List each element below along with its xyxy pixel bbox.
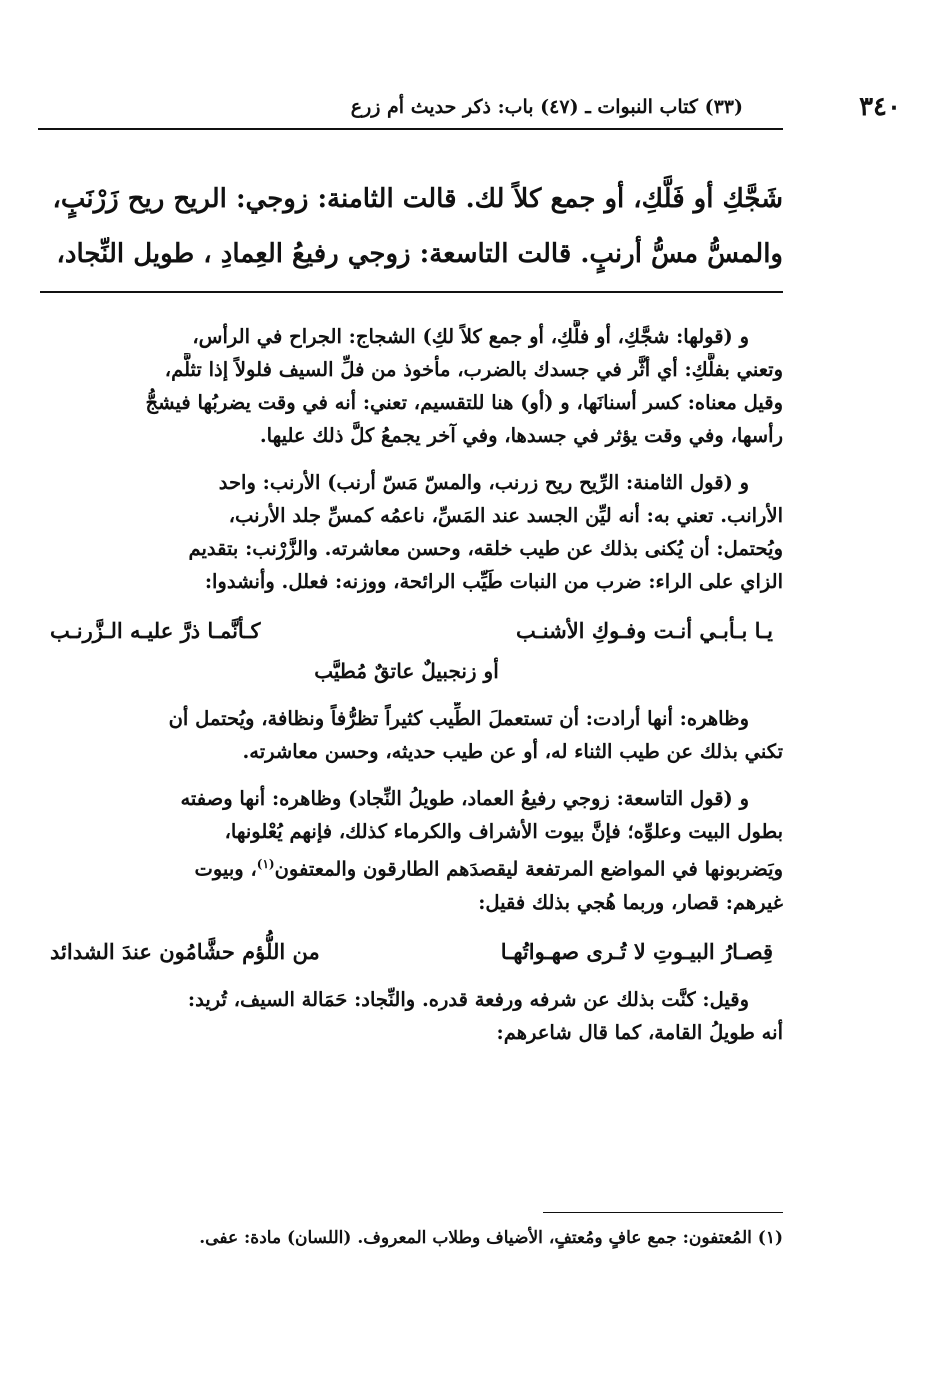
- footnote-divider: [543, 1212, 783, 1213]
- text-line: و (قولها: شجَّكِ، أو فلَّكِ، أو جمع كلاً لكِ) الشجاج: الجراح في الرأس،: [192, 325, 749, 348]
- verse-first-hemistich: يـا بـأبـي أنـت وفـوكِ الأشنـب: [516, 618, 773, 643]
- hadith-text: [30, 172, 783, 282]
- commentary-paragraph: [30, 983, 783, 1049]
- page-number: ٣٤٠: [859, 92, 901, 122]
- commentary-paragraph: [30, 702, 783, 768]
- poem-verse: [30, 933, 783, 971]
- text-line: غيرهم: قصار، وربما هُجي بذلك فقيل:: [478, 890, 783, 914]
- verse-first-hemistich: قِصـارُ البيـوتِ لا تُـرى صهـواتُهـا: [500, 938, 773, 964]
- hadith-line: شَجَّكِ أو فَلَّكِ، أو جمع كلاً لك. قالت الثامنة: زوجي: الريح ريح زَرْنَبٍ،: [52, 184, 783, 214]
- text-line: ويُحتمل: أن يُكنى بذلك عن طيب خلقه، وحسن معاشرته. والزَّرْنب: بتقديم: [188, 537, 783, 560]
- text-line: أنه طويلُ القامة، كما قال شاعرهم:: [496, 1020, 783, 1044]
- text-fragment: ، وبيوت: [194, 857, 257, 881]
- footnote: (١) المُعتفون: جمع عافٍ ومُعتفٍ، الأضياف وطلاب المعروف. (اللسان) مادة: عفى.: [199, 1228, 783, 1248]
- poem-verse: [30, 612, 783, 650]
- text-line: وقيل معناه: كسر أسنانَها، و (أو) هنا للتقسيم، تعني: أنه في وقت يضربُها فيشجُّ: [145, 391, 783, 414]
- text-line: تكني بذلك عن طيب الثناء له، أو عن طيب حديثه، وحسن معاشرته.: [242, 740, 783, 763]
- text-line: وظاهره: أنها أرادت: أن تستعملَ الطِّيب كثيراً تظرُّفاً ونظافة، ويُحتمل أن: [168, 707, 749, 730]
- page-header: [38, 92, 901, 130]
- commentary-paragraph: [30, 320, 783, 452]
- verse-second-hemistich: كـأنَّمـا ذرَّ عليـه الـزَّرنـب: [50, 618, 261, 643]
- text-line: و (قول التاسعة: زوجي رفيعُ العماد، طويلُ النِّجاد) وظاهره: أنها وصفته: [180, 787, 749, 810]
- hadith-line: والمسُّ مسُّ أرنبٍ. قالت التاسعة: زوجي رفيعُ العِمادِ ، طويل النِّجاد،: [56, 239, 783, 269]
- commentary: [30, 320, 783, 1063]
- text-line: وقيل: كنَّت بذلك عن شرفه ورفعة قدره. والنِّجاد: حَمَالة السيف، تُريد:: [187, 987, 749, 1011]
- text-line: الأرانب. تعني به: أنه ليِّن الجسد عند المَسِّ، ناعمُه كمسِّ جلد الأرنب،: [228, 504, 783, 527]
- text-fragment: ويَضربونها في المواضع المرتفعة ليقصدَهم الطارقون والمعتفون: [274, 857, 783, 881]
- running-title: (٣٣) كتاب النبوات ـ (٤٧) باب: ذكر حديث أم زرع: [350, 96, 743, 118]
- text-line: وتعني بفلَّكِ: أي أثَّر في جسدك بالضرب، مأخوذ من فلِّ السيف فلولاً إذا تثلَّم،: [164, 358, 783, 381]
- text-line: [30, 848, 783, 886]
- verse-tail: أو زنجبيلٌ عاتقٌ مُطيَّب: [314, 659, 499, 683]
- text-line: الزاي على الراء: ضرب من النبات طَيِّب الرائحة، ووزنه: فعلل. وأنشدوا:: [204, 570, 783, 593]
- verse-second-hemistich: من اللُّؤم حشَّامُون عندَ الشدائد: [50, 938, 320, 964]
- text-line: و (قول الثامنة: الرِّيح ريح زرنب، والمسّ مَسّ أرنب) الأرنب: واحد: [218, 471, 749, 494]
- footnote-reference[interactable]: (١): [256, 857, 275, 871]
- section-divider: [40, 291, 783, 293]
- commentary-paragraph: [30, 466, 783, 598]
- text-line: رأسها، وفي وقت يؤثر في جسدها، وفي آخر يجمعُ كلَّ ذلك عليها.: [259, 424, 783, 447]
- commentary-paragraph: [30, 782, 783, 919]
- text-line: بطول البيت وعلوِّه؛ فإنَّ بيوت الأشراف والكرماء كذلك، فإنهم يُعْلونها،: [224, 820, 783, 843]
